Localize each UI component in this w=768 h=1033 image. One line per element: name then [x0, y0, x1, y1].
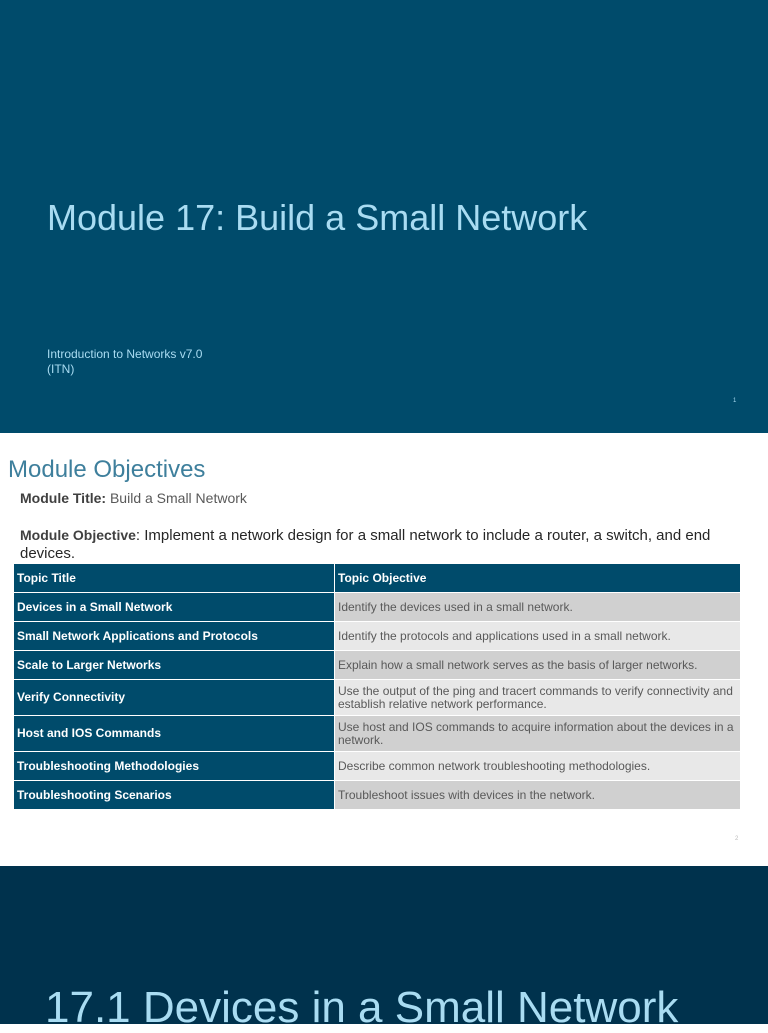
topic-title-cell: Small Network Applications and Protocols: [14, 622, 335, 651]
course-subtitle: Introduction to Networks v7.0 (ITN): [47, 347, 203, 376]
slide-number: 2: [735, 836, 739, 842]
column-header: Topic Objective: [335, 564, 741, 593]
module-title: Module 17: Build a Small Network: [47, 197, 588, 238]
topic-objective-cell: Describe common network troubleshooting methodologies.: [335, 752, 741, 781]
topic-objective-cell: Use host and IOS commands to acquire information about the devices in a network.: [335, 716, 741, 752]
section-slide: [0, 866, 768, 1032]
topic-title-cell: Verify Connectivity: [14, 680, 335, 716]
table-row: [14, 781, 741, 810]
topic-objective-cell: Identify the devices used in a small network.: [335, 593, 741, 622]
topic-objective-cell: Identify the protocols and applications used in a small network.: [335, 622, 741, 651]
topic-objective-cell: Troubleshoot issues with devices in the network.: [335, 781, 741, 810]
topic-title-cell: Host and IOS Commands: [14, 716, 335, 752]
table-row: [14, 716, 741, 752]
table-row: [14, 593, 741, 622]
table-row: [14, 622, 741, 651]
module-title-line: [20, 490, 247, 506]
module-objective-value: : Implement a network design for a small network to include a router, a switch, and end devices.: [20, 527, 711, 562]
table-row: [14, 752, 741, 781]
topic-objective-cell: Use the output of the ping and tracert commands to verify connectivity and establish relative network performance.: [335, 680, 741, 716]
topic-title-cell: Troubleshooting Methodologies: [14, 752, 335, 781]
objectives-slide: [0, 433, 768, 865]
module-title-value: Build a Small Network: [109, 490, 247, 506]
table-header-row: [14, 564, 741, 593]
module-objective-line: [20, 526, 740, 563]
module-title-label: Module Title:: [20, 490, 107, 506]
slide-number: 1: [733, 398, 737, 404]
topic-title-cell: Troubleshooting Scenarios: [14, 781, 335, 810]
table-row: [14, 651, 741, 680]
topic-objective-cell: Explain how a small network serves as the basis of larger networks.: [335, 651, 741, 680]
module-objective-label: Module Objective: [20, 527, 136, 543]
objectives-table: [13, 563, 741, 810]
title-slide: [0, 0, 768, 433]
topic-title-cell: Scale to Larger Networks: [14, 651, 335, 680]
table-row: [14, 680, 741, 716]
objectives-heading: Module Objectives: [8, 456, 206, 483]
column-header: Topic Title: [14, 564, 335, 593]
section-title: 17.1 Devices in a Small Network: [45, 983, 679, 1032]
topic-title-cell: Devices in a Small Network: [14, 593, 335, 622]
